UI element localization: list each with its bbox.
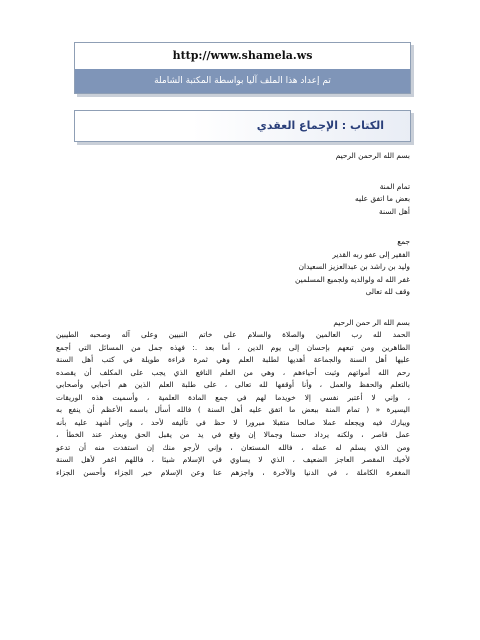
subtitle-line: تمام المنة	[379, 181, 410, 191]
book-title: الكتاب : الإجماع العقدي	[256, 119, 384, 132]
paragraph-line: الحمد لله رب العالمين والصلاة والسلام على خاتم النبيين وعلى آله وصحبه الطيبين	[56, 330, 410, 339]
subtitle-line: أهل السنة	[379, 206, 410, 216]
author-line: جمع	[397, 237, 410, 246]
paragraph-line: الطاهرين ومن تبعهم بإحسان إلى يوم الدين ، أما بعد .: فهذه جمل من المسائل التي أجمع	[56, 342, 410, 352]
source-note: تم إعداد هذا الملف آليا بواسطة المكتبة الشاملة	[75, 69, 410, 93]
subtitle-line: بعض ما اتفق عليه	[355, 194, 410, 203]
paragraph-line: لأخيك المقصر العاجز الضعيف ، الذي لا يساوي في الإسلام شيئا ، فاللهم اغفر لأهل السنة	[56, 455, 410, 464]
paragraph-line: ويبارك فيه ويجعله عملا صالحا متقبلا مبرورا لا حظ في تأليفه لأحد ، وإني أشهد عليه بأنه	[56, 417, 410, 427]
author-line: وليد بن راشد بن عبدالعزيز السعيدان	[298, 262, 410, 271]
paragraph-line: اليسيرة « ( تمام المنة ببعض ما اتفق عليه أهل السنة ) فالله أسأل باسمه الأعظم أن ينفع به	[56, 405, 410, 414]
paragraph-line: المغفرة الكاملة ، في الدنيا والآخرة ، واجزهم عنا وعن الإسلام خير الجزاء وأحسن الجزاء	[56, 467, 410, 477]
source-url[interactable]: http://www.shamela.ws	[172, 49, 313, 62]
author-line: وقف لله تعالى	[365, 287, 410, 296]
document-body	[56, 150, 410, 479]
author-line: الفقير إلى عفو ربه القدير	[332, 249, 410, 259]
basmala: بسم الله الرحمن الرحيم	[335, 151, 410, 160]
paragraph-line: بالتعلم والحفظ والعمل ، وأنا أوقفها لله تعالى ، على طلبة العلم الذين هم أحبابي وأصحابي	[56, 380, 410, 389]
basmala-second: بسم الله الر حمن الرحيم	[333, 317, 410, 327]
author-line: غفر الله له ولوالديه ولجميع المسلمين	[295, 274, 410, 284]
source-header-box	[74, 42, 411, 94]
paragraph-line: ، وإني لا أعتبر نفسي إلا خويدما لهم في جمع المادة العلمية ، وأسميت هذه الوريقات	[56, 392, 410, 402]
paragraph-line: ومن الذي يسلم له عمله ، فالله المستعان ، وإني لأرجو منك إن استفدت منه أن تدعو	[56, 442, 410, 452]
book-title-box	[74, 110, 411, 142]
paragraph-line: عمل قاصر ، ولكنه يرداد حسنا وجمالا إن وقع في يد من يقبل الحق ويعذر عند الخطأ ،	[56, 430, 410, 439]
paragraph-line: رحم الله أمواتهم وثبت أحياءهم ، وهي من العلم النافع الذي يجب على المكلف أن يقصده	[56, 367, 410, 377]
paragraph-line: عليها أهل السنة والجماعة أهديها لطلبة العلم وهي ثمرة قراءة طويلة في كتب أهل السنة	[56, 355, 410, 364]
